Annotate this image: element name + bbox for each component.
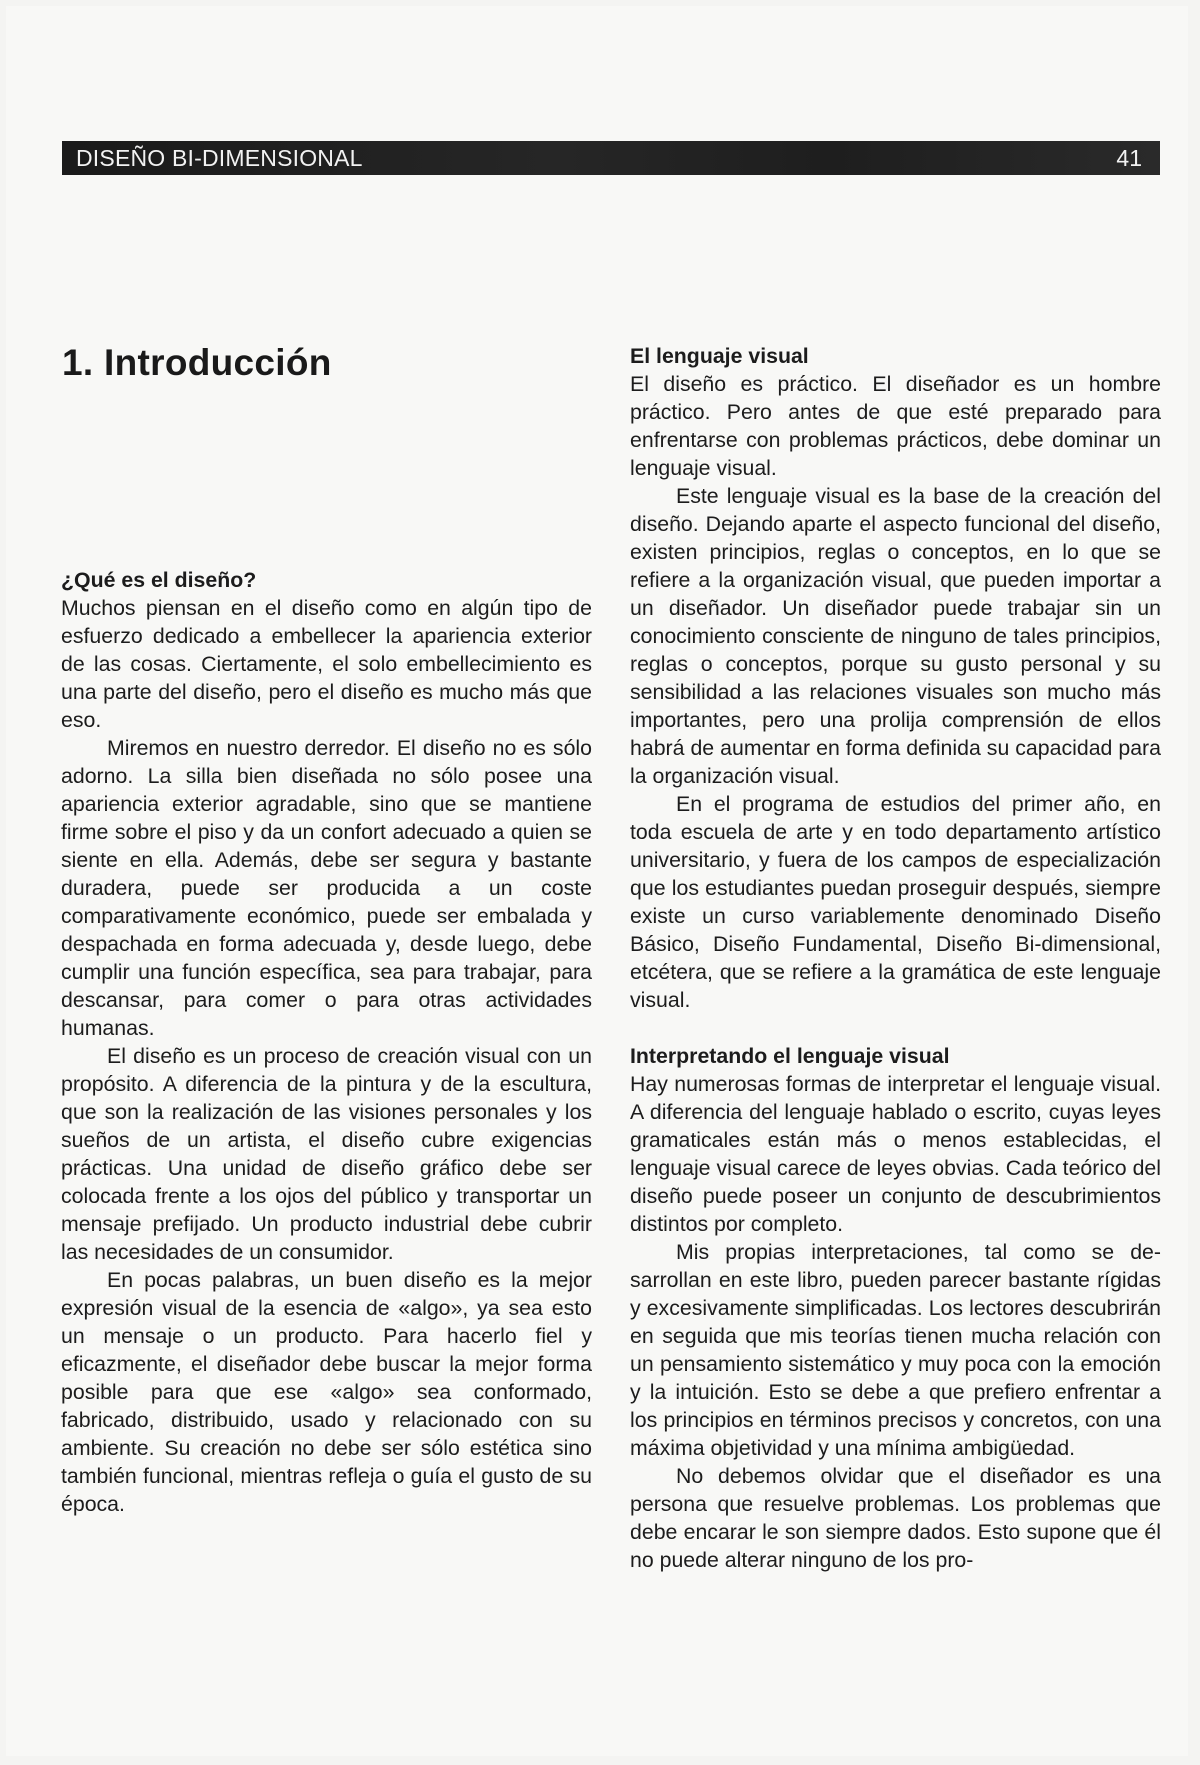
body-paragraph: En pocas palabras, un buen diseño es la mejor expresión visual de la esencia de «algo», ya sea esto un mensaje o un producto. Para hacerlo fiel y eficazmente, el diseñador debe buscar la mejor forma posible para que ese «algo» sea conformado, fabricado, distribuido, usado y relacionado con su ambiente. Su creación no debe ser sólo estética sino también funcional, mientras refleja o guía el gusto de su época.	[61, 1268, 592, 1516]
body-paragraph: Miremos en nuestro derredor. El diseño no es sólo adorno. La silla bien diseñada no sólo posee una apariencia exterior agradable, sino que se mantiene firme sobre el piso y da un confort adecuado a quien se siente en ella. Además, debe ser segura y bastante duradera, puede ser producida a un coste comparativamente económico, puede ser embalada y despachada en forma adecuada y, desde luego, debe cumplir una función específica, sea para trabajar, para descansar, para comer o para otras actividades humanas.	[61, 736, 592, 1040]
section-spacer	[630, 1014, 1161, 1042]
left-column	[61, 566, 592, 1518]
running-header	[62, 141, 1160, 175]
right-column	[630, 342, 1161, 1574]
chapter-title: 1. Introducción	[62, 342, 332, 383]
body-paragraph: En el programa de estudios del primer año, en toda escuela de arte y en todo departamento artístico universitario, y fuera de los campos de especialización que los estudiantes puedan proseguir después, siempre existe un curso variablemente denominado Diseño Básico, Diseño Fundamental, Diseño Bi-dimensional, etcétera, que se refiere a la gramática de este lenguaje visual.	[630, 792, 1161, 1012]
body-paragraph: El diseño es un proceso de creación visual con un propósito. A diferencia de la pintura y de la escultura, que son la realización de las visiones personales y los sueños de un artista, el diseño cubre exigencias prácticas. Una unidad de diseño gráfico debe ser colocada frente a los ojos del público y transportar un mensaje prefijado. Un producto industrial debe cubrir las necesidades de un consumidor.	[61, 1044, 592, 1264]
body-paragraph: El diseño es práctico. El diseñador es un hombre práctico. Pero antes de que esté preparado para enfrentarse con problemas prácticos, debe dominar un lenguaje visual.	[630, 372, 1161, 480]
body-paragraph: Hay numerosas formas de interpretar el lenguaje visual. A diferencia del lenguaje hablado o escrito, cuyas leyes gramaticales están más o menos establecidas, el lenguaje visual carece de leyes obvias. Cada teórico del diseño puede poseer un conjunto de descubrimientos distintos por completo.	[630, 1072, 1161, 1236]
header-section-title: DISEÑO BI-DIMENSIONAL	[76, 144, 363, 171]
body-paragraph: Mis propias interpretaciones, tal como se desarrollan en este libro, pueden parecer bastante rígidas y excesivamente simplificadas. Los lectores descubrirán en seguida que mis teorías tienen mucha relación con un pensamiento sistemático y muy poca con la emoción y la intuición. Esto se debe a que prefiero enfrentar a los principios en términos precisos y concretos, con una máxima objetividad y una mínima ambigüedad.	[630, 1240, 1161, 1460]
body-paragraph: No debemos olvidar que el diseñador es una persona que resuelve problemas. Los problemas que debe encarar le son siempre dados. Esto supone que él no puede alterar ninguno de los pro-	[630, 1464, 1161, 1572]
body-paragraph: Este lenguaje visual es la base de la creación del diseño. Dejando aparte el aspecto funcional del diseño, existen principios, reglas o conceptos, en lo que se refiere a la organización visual, que pueden importar a un diseñador. Un diseñador puede trabajar sin un conocimiento consciente de ninguno de tales principios, reglas o conceptos, porque su gusto personal y su sensibilidad a las relaciones visuales son mucho más importantes, pero una prolija comprensión de ellos habrá de aumentar en forma definida su capacidad para la organización visual.	[630, 484, 1161, 788]
section-heading-interpretando: Interpretando el lenguaje visual	[630, 1044, 950, 1068]
section-heading-que-es-el-diseno: ¿Qué es el diseño?	[61, 568, 257, 592]
header-page-number: 41	[1116, 144, 1142, 171]
section-heading-lenguaje-visual: El lenguaje visual	[630, 344, 809, 368]
body-paragraph: Muchos piensan en el diseño como en algún tipo de esfuerzo dedicado a embellecer la apariencia exterior de las cosas. Ciertamente, el solo embellecimiento es una parte del diseño, pero el diseño es mucho más que eso.	[61, 596, 592, 732]
